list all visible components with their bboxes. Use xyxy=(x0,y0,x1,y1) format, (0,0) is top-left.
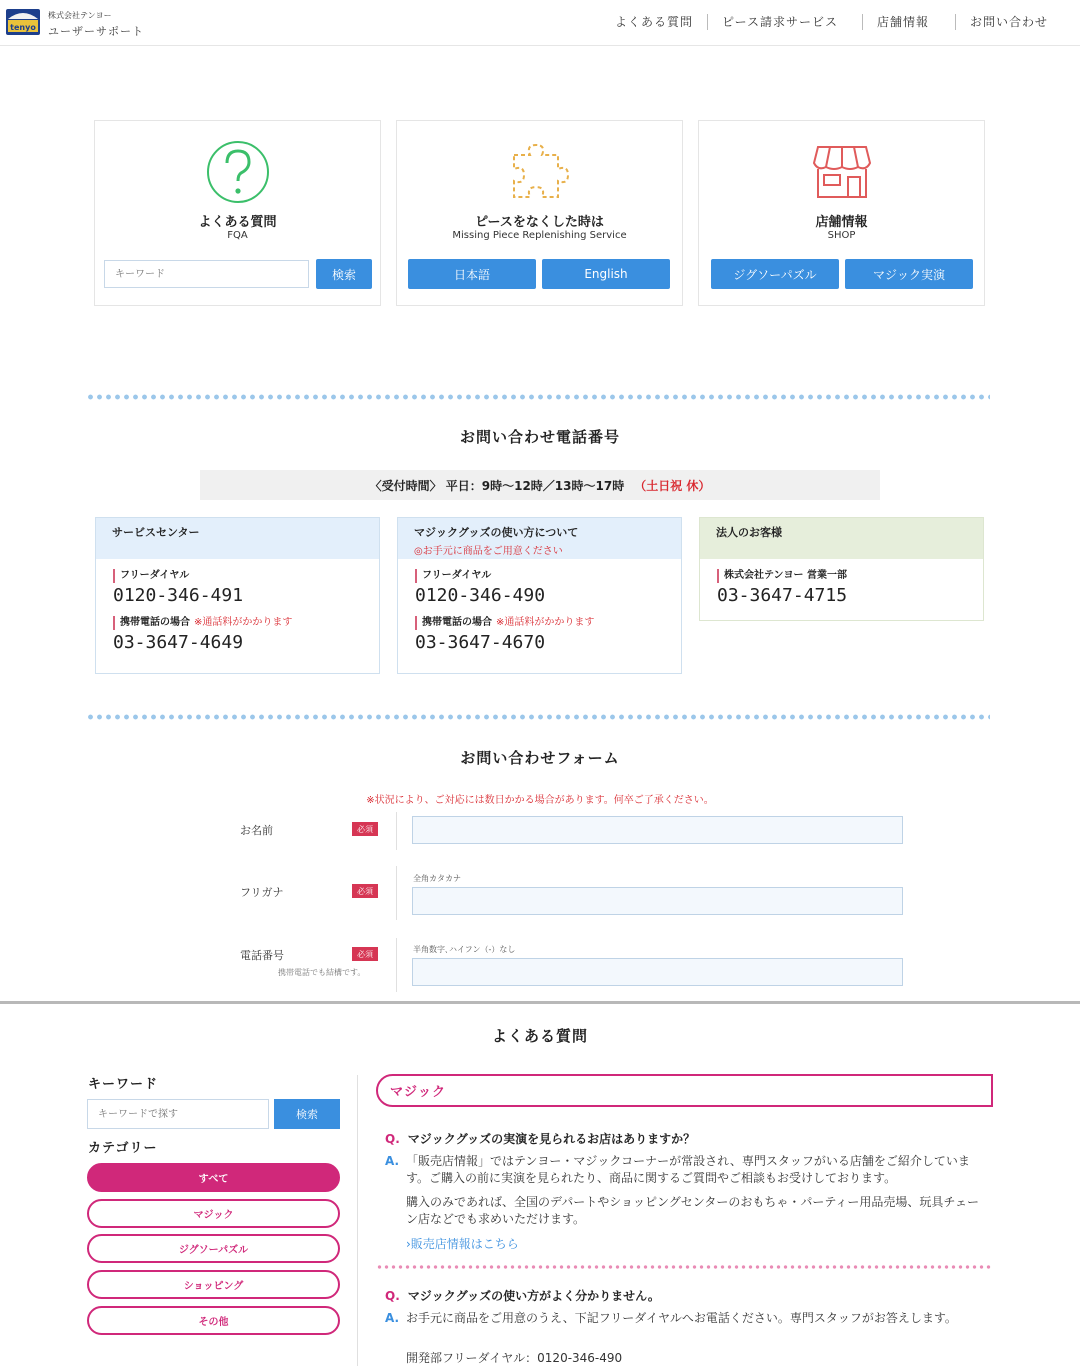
phone-field-label: 電話番号 xyxy=(240,949,284,962)
box-note: ◎お手元に商品をご用意ください xyxy=(414,546,563,557)
faq-divider xyxy=(376,1265,992,1269)
category-magic[interactable]: マジック xyxy=(87,1199,340,1228)
answer-text: 「販売店情報」ではテンヨー・マジックコーナーが常設され、専門スタッフがいる店舗をご紹介しています。ご購入の前に実演を見られたり、商品に関するご質問やご相談もお受けしております。 xyxy=(406,1154,970,1185)
answer-text: 開発部フリーダイヤル：0120-346-490 xyxy=(406,1351,623,1365)
faq-answer-cont xyxy=(385,1194,985,1228)
form-section-title: お問い合わせフォーム xyxy=(460,749,620,767)
category-jigsaw[interactable]: ジグソーパズル xyxy=(87,1234,340,1263)
form-warning: ※状況により、ご対応には数日かかる場合があります。何卒ご了承ください。 xyxy=(366,795,714,806)
phone-number[interactable]: 0120-346-491 xyxy=(113,585,244,606)
nav-piece-service[interactable]: ピース請求サービス xyxy=(707,14,852,30)
phone-number[interactable]: 03-3647-4649 xyxy=(113,632,244,653)
dotted-divider xyxy=(86,714,990,720)
keyword-heading: キーワード xyxy=(88,1077,159,1092)
a-mark: A. xyxy=(385,1154,400,1168)
form-divider xyxy=(396,866,397,920)
box-title: サービスセンター xyxy=(112,526,200,539)
phone-label: 携帯電話の場合 xyxy=(422,617,492,628)
phone-label: フリーダイヤル xyxy=(415,569,681,583)
answer-text: お手元に商品をご用意のうえ、下記フリーダイヤルへお電話ください。専門スタッフがお答えします。 xyxy=(406,1311,957,1325)
furigana-label: フリガナ xyxy=(240,886,284,899)
shop-card-title: 店舗情報 xyxy=(815,215,868,230)
box-title: 法人のお客様 xyxy=(716,526,782,539)
screenshot-separator xyxy=(0,1001,1080,1004)
phone-note: ※通話料がかかります xyxy=(496,617,595,628)
shop-card xyxy=(698,120,985,306)
phone-field-hint: 半角数字､ハイフン（-）なし xyxy=(413,945,516,954)
answer-text: 購入のみであれば、全国のデパートやショッピングセンターのおもちゃ・パーティー用品売場、玩具チェーン店などでも求めいただけます。 xyxy=(406,1195,980,1226)
piece-card-subtitle: Missing Piece Replenishing Service xyxy=(452,230,627,241)
phone-label: 携帯電話の場合 xyxy=(120,617,190,628)
hours-text: 〈受付時間〉 平日：9時～12時／13時～17時 xyxy=(369,478,625,493)
category-other[interactable]: その他 xyxy=(87,1306,340,1335)
question-icon xyxy=(205,141,271,203)
a-mark: A. xyxy=(385,1311,400,1325)
name-label: お名前 xyxy=(240,824,273,837)
faq-search-input[interactable] xyxy=(87,1099,269,1129)
faq-search-button[interactable]: 検索 xyxy=(274,1099,340,1129)
faq-card-title: よくある質問 xyxy=(198,215,277,230)
phone-section-title: お問い合わせ電話番号 xyxy=(459,428,620,446)
question-text: マジックグッズの実演を見られるお店はありますか？ xyxy=(407,1132,696,1146)
phone-note: ※通話料がかかります xyxy=(194,617,293,628)
puzzle-piece-icon xyxy=(508,141,572,203)
nav-shop[interactable]: 店舗情報 xyxy=(862,14,955,30)
phone-input[interactable] xyxy=(412,958,903,986)
form-divider xyxy=(396,938,397,992)
phone-number[interactable]: 03-3647-4670 xyxy=(415,632,546,653)
phone-label: 株式会社テンヨー 営業一部 xyxy=(717,569,983,583)
faq-question[interactable] xyxy=(385,1130,695,1147)
phone-number[interactable]: 0120-346-490 xyxy=(415,585,546,606)
nav-contact[interactable]: お問い合わせ xyxy=(955,14,1062,30)
q-mark: Q. xyxy=(385,1132,400,1146)
corporate-box xyxy=(699,517,984,621)
shop-jigsaw-button[interactable]: ジグソーパズル xyxy=(711,259,839,289)
phone-field-note: 携帯電話でも結構です。 xyxy=(278,968,366,977)
hours-closed: （土日祝 休） xyxy=(634,478,711,493)
required-badge: 必須 xyxy=(352,884,378,898)
form-divider xyxy=(396,812,397,850)
main-nav xyxy=(601,14,1062,30)
required-badge: 必須 xyxy=(352,947,378,961)
shop-icon xyxy=(810,141,874,203)
phone-number[interactable]: 03-3647-4715 xyxy=(717,585,848,606)
shop-info-link[interactable]: ›販売店情報はこちら xyxy=(406,1237,519,1251)
dotted-divider xyxy=(86,394,990,400)
faq-answer-cont xyxy=(385,1350,985,1366)
faq-section-title: よくある質問 xyxy=(491,1027,588,1045)
company-name: 株式会社テンヨー xyxy=(48,11,112,20)
site-name[interactable]: ユーザーサポート xyxy=(48,25,144,38)
furigana-hint: 全角カタカナ xyxy=(413,874,461,883)
magic-support-box xyxy=(397,517,682,674)
logo-icon[interactable] xyxy=(5,7,41,37)
site-header xyxy=(0,0,1080,46)
shop-magic-button[interactable]: マジック実演 xyxy=(845,259,973,289)
category-header: マジック xyxy=(376,1074,993,1107)
reception-hours xyxy=(200,470,880,500)
faq-answer xyxy=(385,1310,985,1327)
service-center-box xyxy=(95,517,380,674)
category-heading: カテゴリー xyxy=(88,1141,158,1156)
faq-answer xyxy=(385,1153,985,1187)
piece-japanese-button[interactable]: 日本語 xyxy=(408,259,536,289)
piece-english-button[interactable]: English xyxy=(542,259,670,289)
column-divider xyxy=(357,1075,358,1366)
category-all[interactable]: すべて xyxy=(87,1163,340,1192)
q-mark: Q. xyxy=(385,1289,400,1303)
box-title: マジックグッズの使い方について xyxy=(414,526,579,539)
svg-text:tenyo: tenyo xyxy=(10,23,36,32)
faq-keyword-input[interactable] xyxy=(104,260,309,288)
faq-question[interactable] xyxy=(385,1287,660,1304)
phone-label: フリーダイヤル xyxy=(113,569,379,583)
category-shopping[interactable]: ショッピング xyxy=(87,1270,340,1299)
question-text: マジックグッズの使い方がよく分かりません。 xyxy=(407,1289,660,1303)
faq-card xyxy=(94,120,381,306)
faq-card-subtitle: FQA xyxy=(227,230,248,241)
required-badge: 必須 xyxy=(352,822,378,836)
piece-card-title: ピースをなくした時は xyxy=(475,215,604,230)
piece-card xyxy=(396,120,683,306)
furigana-input[interactable] xyxy=(412,887,903,915)
faq-search-button[interactable]: 検索 xyxy=(316,259,372,289)
nav-faq[interactable]: よくある質問 xyxy=(615,15,694,29)
shop-card-subtitle: SHOP xyxy=(827,230,856,241)
name-input[interactable] xyxy=(412,816,903,844)
